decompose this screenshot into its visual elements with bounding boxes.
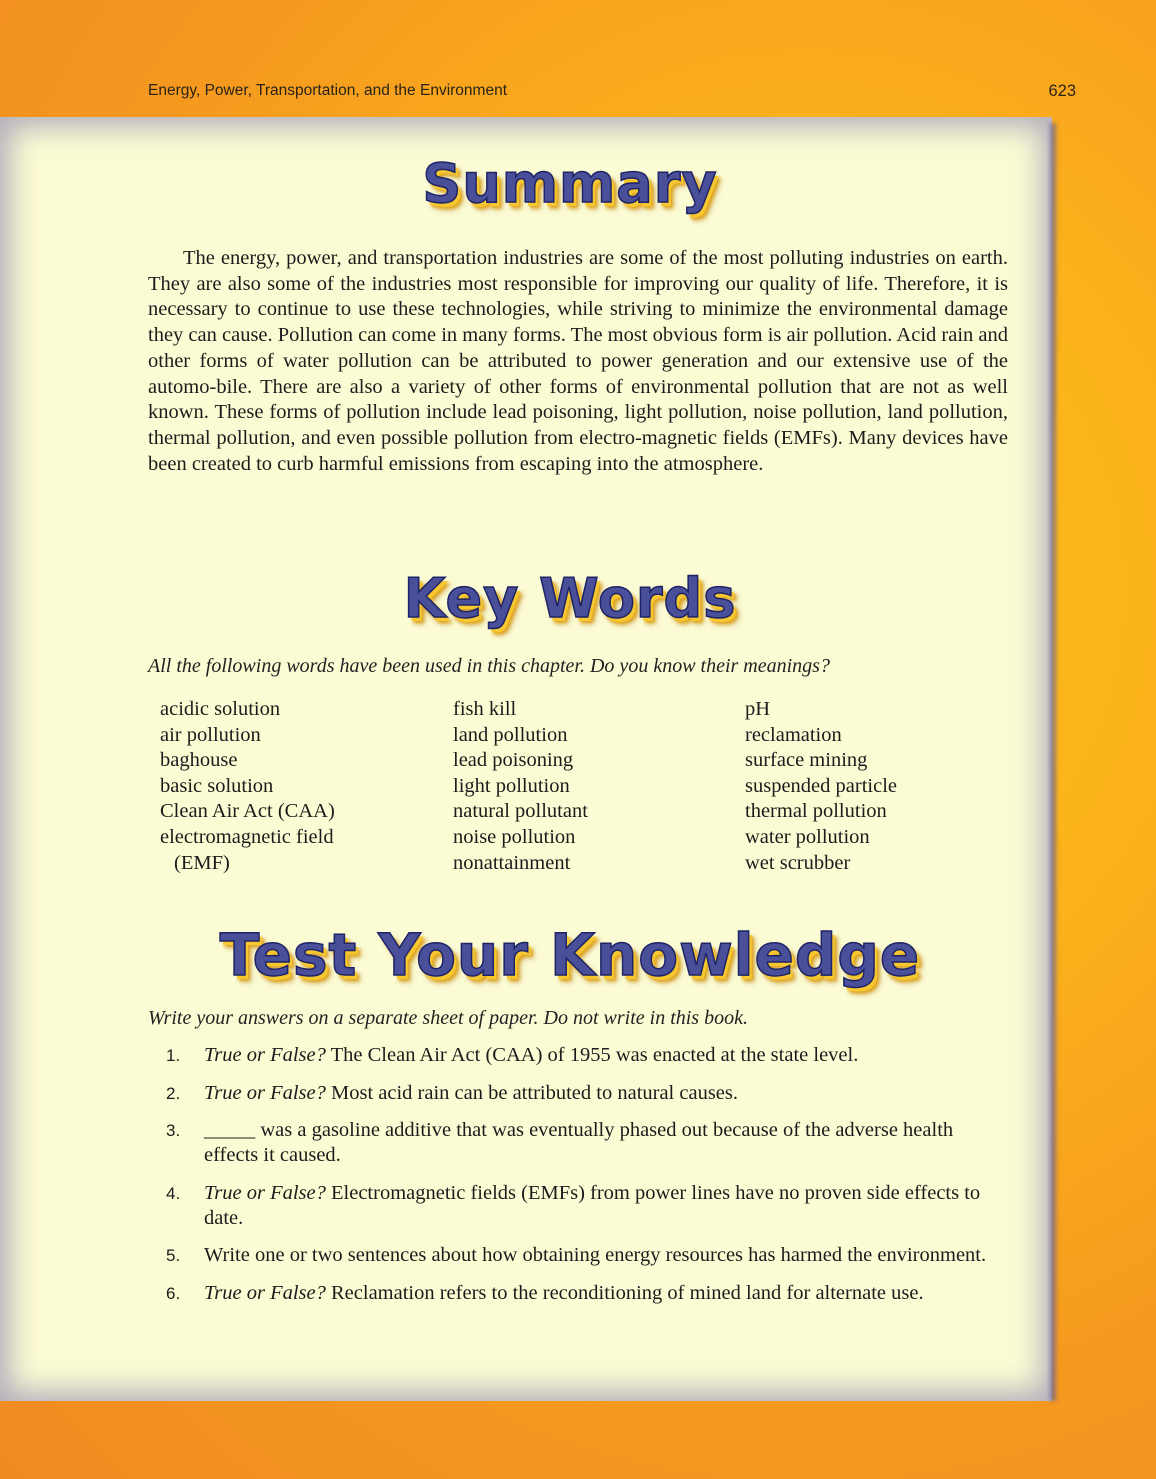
question-item <box>148 1243 1008 1268</box>
key-word: fish kill <box>453 698 517 720</box>
question-number: 2. <box>166 1083 181 1103</box>
key-word-multiline <box>160 825 430 876</box>
running-head <box>148 82 1076 102</box>
question-number: 4. <box>166 1183 181 1203</box>
key-word: reclamation <box>745 723 842 746</box>
question-prefix: True or False? <box>204 1044 326 1066</box>
question-prefix: True or False? <box>204 1281 326 1304</box>
key-word: suspended particle <box>745 774 897 797</box>
key-word: natural pollutant <box>453 800 588 823</box>
test-instruction: Write your answers on a separate sheet of paper. Do not write in this book. <box>148 1007 748 1029</box>
question-number: 3. <box>166 1121 181 1140</box>
question-text: Reclamation refers to the reconditioning of mined land for alternate use. <box>325 1281 924 1304</box>
question-text: Write one or two sentences about how obtaining energy resources has harmed the environment. <box>204 1244 987 1266</box>
question-item <box>148 1181 1008 1231</box>
key-word: light pollution <box>453 774 570 797</box>
key-words-column-1 <box>160 697 430 876</box>
question-text: Most acid rain can be attributed to natural causes. <box>325 1081 739 1104</box>
key-word: surface mining <box>745 749 868 772</box>
key-word: noise pollution <box>453 825 576 848</box>
key-word-text: electromagnetic field <box>160 825 334 848</box>
question-item <box>148 1118 1008 1168</box>
question-prefix: True or False? <box>204 1081 326 1104</box>
key-words-heading: Key Words <box>403 567 737 630</box>
question-item <box>148 1081 1008 1106</box>
summary-heading: Summary <box>422 152 718 215</box>
key-word-continuation: (EMF) <box>174 851 230 874</box>
test-your-knowledge-heading: Test Your Knowledge <box>219 921 921 989</box>
question-number: 5. <box>166 1246 181 1265</box>
key-word: nonattainment <box>453 851 571 874</box>
question-text: The Clean Air Act (CAA) of 1955 was enacted at the state level. <box>325 1044 859 1066</box>
key-words-column-2 <box>453 697 713 876</box>
key-words-instruction: All the following words have been used in this chapter. Do you know their meanings? <box>148 655 830 677</box>
key-word: baghouse <box>160 749 238 772</box>
question-number: 6. <box>166 1283 181 1303</box>
key-word: land pollution <box>453 723 568 746</box>
question-prefix: True or False? <box>204 1181 326 1204</box>
question-list <box>148 1043 1008 1318</box>
summary-paragraph: The energy, power, and transportation industries are some of the most polluting industries on earth. They are also some of the industries most responsible for improving our quality of life. Therefore, it is necessary to continue to use these technologies, while striving to minimize the environmental damage they can cause. Pollution can come in many forms. The most obvious form is air pollution. Acid rain and other forms of water pollution can be attributed to power generation and our extensive use of the automo-bile. There are also a variety of other forms of environmental pollution that are not as well known. These forms of pollution include lead poisoning, light pollution, noise pollution, land pollution, thermal pollution, and even possible pollution from electro-magnetic fields (EMFs). Many devices have been created to curb harmful emissions from escaping into the atmosphere. <box>148 247 1008 475</box>
key-word: basic solution <box>160 774 274 797</box>
question-item <box>148 1281 1008 1306</box>
key-word: pH <box>745 698 771 720</box>
question-text: Electromagnetic fields (EMFs) from power lines have no proven side effects to date. <box>204 1181 981 1229</box>
key-word: Clean Air Act (CAA) <box>160 800 335 823</box>
key-word: acidic solution <box>160 698 281 720</box>
key-word: lead poisoning <box>453 749 574 772</box>
question-text: _____ was a gasoline additive that was eventually phased out because of the adverse health effects it caused. <box>204 1119 954 1166</box>
page-number: 623 <box>1048 82 1076 100</box>
key-word: air pollution <box>160 723 261 746</box>
key-words-column-3 <box>745 697 1005 876</box>
question-item <box>148 1043 1008 1068</box>
question-number: 1. <box>166 1046 181 1065</box>
running-head-title: Energy, Power, Transportation, and the Environment <box>148 82 507 99</box>
key-word: water pollution <box>745 825 870 848</box>
key-word: wet scrubber <box>745 851 851 874</box>
key-word: thermal pollution <box>745 800 887 823</box>
